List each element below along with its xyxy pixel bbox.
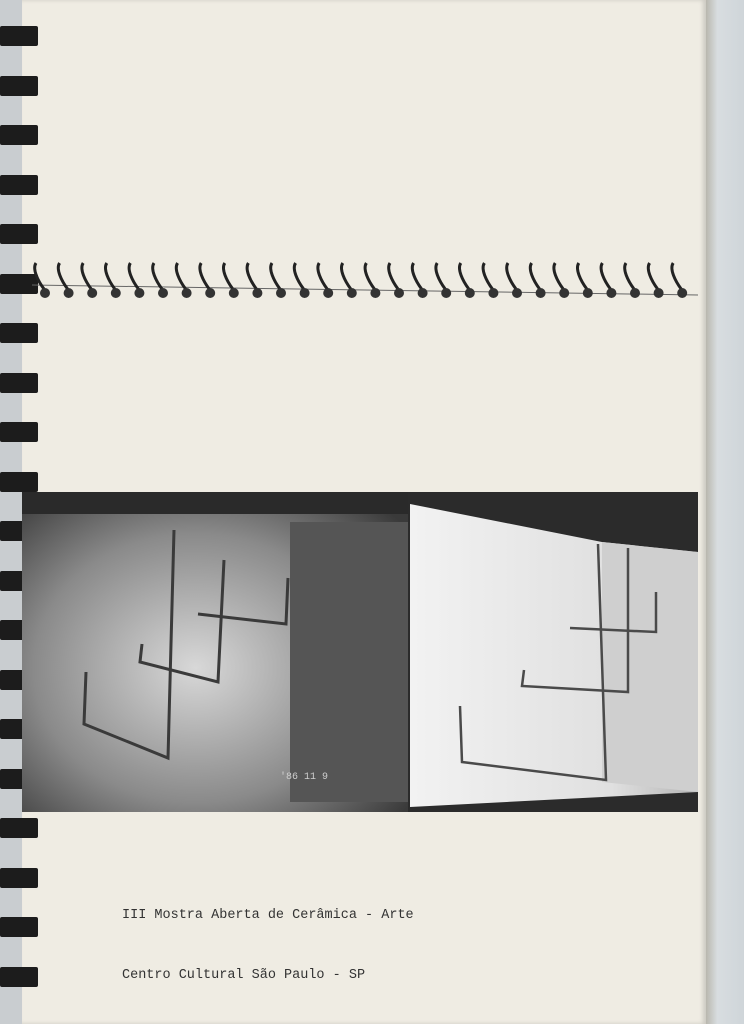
coil-hole [654, 288, 664, 298]
coil-loop [601, 263, 610, 289]
caption-line-1: III Mostra Aberta de Cerâmica - Arte [122, 908, 414, 923]
binder-ring [0, 76, 38, 96]
coil-hole [606, 288, 616, 298]
binder-ring [0, 26, 38, 46]
coil-loop [342, 263, 351, 289]
coil-hole [205, 288, 215, 298]
coil-loop [247, 263, 256, 289]
coil-hole [87, 288, 97, 298]
binder-ring [0, 373, 38, 393]
coil-loop [412, 263, 421, 289]
coil-hole [394, 288, 404, 298]
coil-hole [677, 288, 687, 298]
coil-loop [530, 263, 539, 289]
coil-hole [229, 288, 239, 298]
coil-loop [294, 263, 303, 289]
coil-hole [583, 288, 593, 298]
exhibition-photo [22, 492, 698, 812]
coil-loop [271, 263, 280, 289]
coil-hole [252, 288, 262, 298]
coil-hole [300, 288, 310, 298]
coil-hole [323, 288, 333, 298]
coil-hole [488, 288, 498, 298]
binder-ring [0, 224, 38, 244]
page-edge [706, 0, 744, 1024]
coil-hole [559, 288, 569, 298]
coil-hole [465, 288, 475, 298]
coil-loop [389, 263, 398, 289]
spiral-coil-image [22, 255, 706, 315]
coil-loop [129, 263, 138, 289]
binder-ring [0, 868, 38, 888]
binder-ring [0, 917, 38, 937]
caption-line-2: Centro Cultural São Paulo - SP [122, 968, 366, 983]
coil-hole [40, 288, 50, 298]
coil-loop [200, 263, 209, 289]
coil-loop [224, 263, 233, 289]
coil-loop [106, 263, 115, 289]
binder-ring [0, 967, 38, 987]
coil-loop [460, 263, 469, 289]
binder-ring [0, 125, 38, 145]
photo-date-stamp: '86 11 9 [280, 772, 329, 783]
binder-ring [0, 818, 38, 838]
coil-hole [630, 288, 640, 298]
coil-loop [554, 263, 563, 289]
coil-hole [418, 288, 428, 298]
coil-hole [370, 288, 380, 298]
coil-hole [134, 288, 144, 298]
coil-loop [672, 263, 681, 289]
coil-hole [441, 288, 451, 298]
coil-hole [536, 288, 546, 298]
coil-loop [82, 263, 91, 289]
coil-hole [64, 288, 74, 298]
photo-caption [122, 866, 414, 1006]
coil-hole [276, 288, 286, 298]
coil-hole [512, 288, 522, 298]
coil-loop [176, 263, 185, 289]
coil-loop [153, 263, 162, 289]
coil-loop [436, 263, 445, 289]
binder-ring [0, 175, 38, 195]
coil-loop [625, 263, 634, 289]
coil-loop [365, 263, 374, 289]
coil-hole [182, 288, 192, 298]
coil-loop [507, 263, 516, 289]
coil-hole [111, 288, 121, 298]
coil-hole [158, 288, 168, 298]
coil-loop [483, 263, 492, 289]
coil-loop [578, 263, 587, 289]
binder-ring [0, 472, 38, 492]
binder-ring [0, 422, 38, 442]
coil-hole [347, 288, 357, 298]
coil-loop [648, 263, 657, 289]
coil-loop [318, 263, 327, 289]
binder-ring [0, 323, 38, 343]
